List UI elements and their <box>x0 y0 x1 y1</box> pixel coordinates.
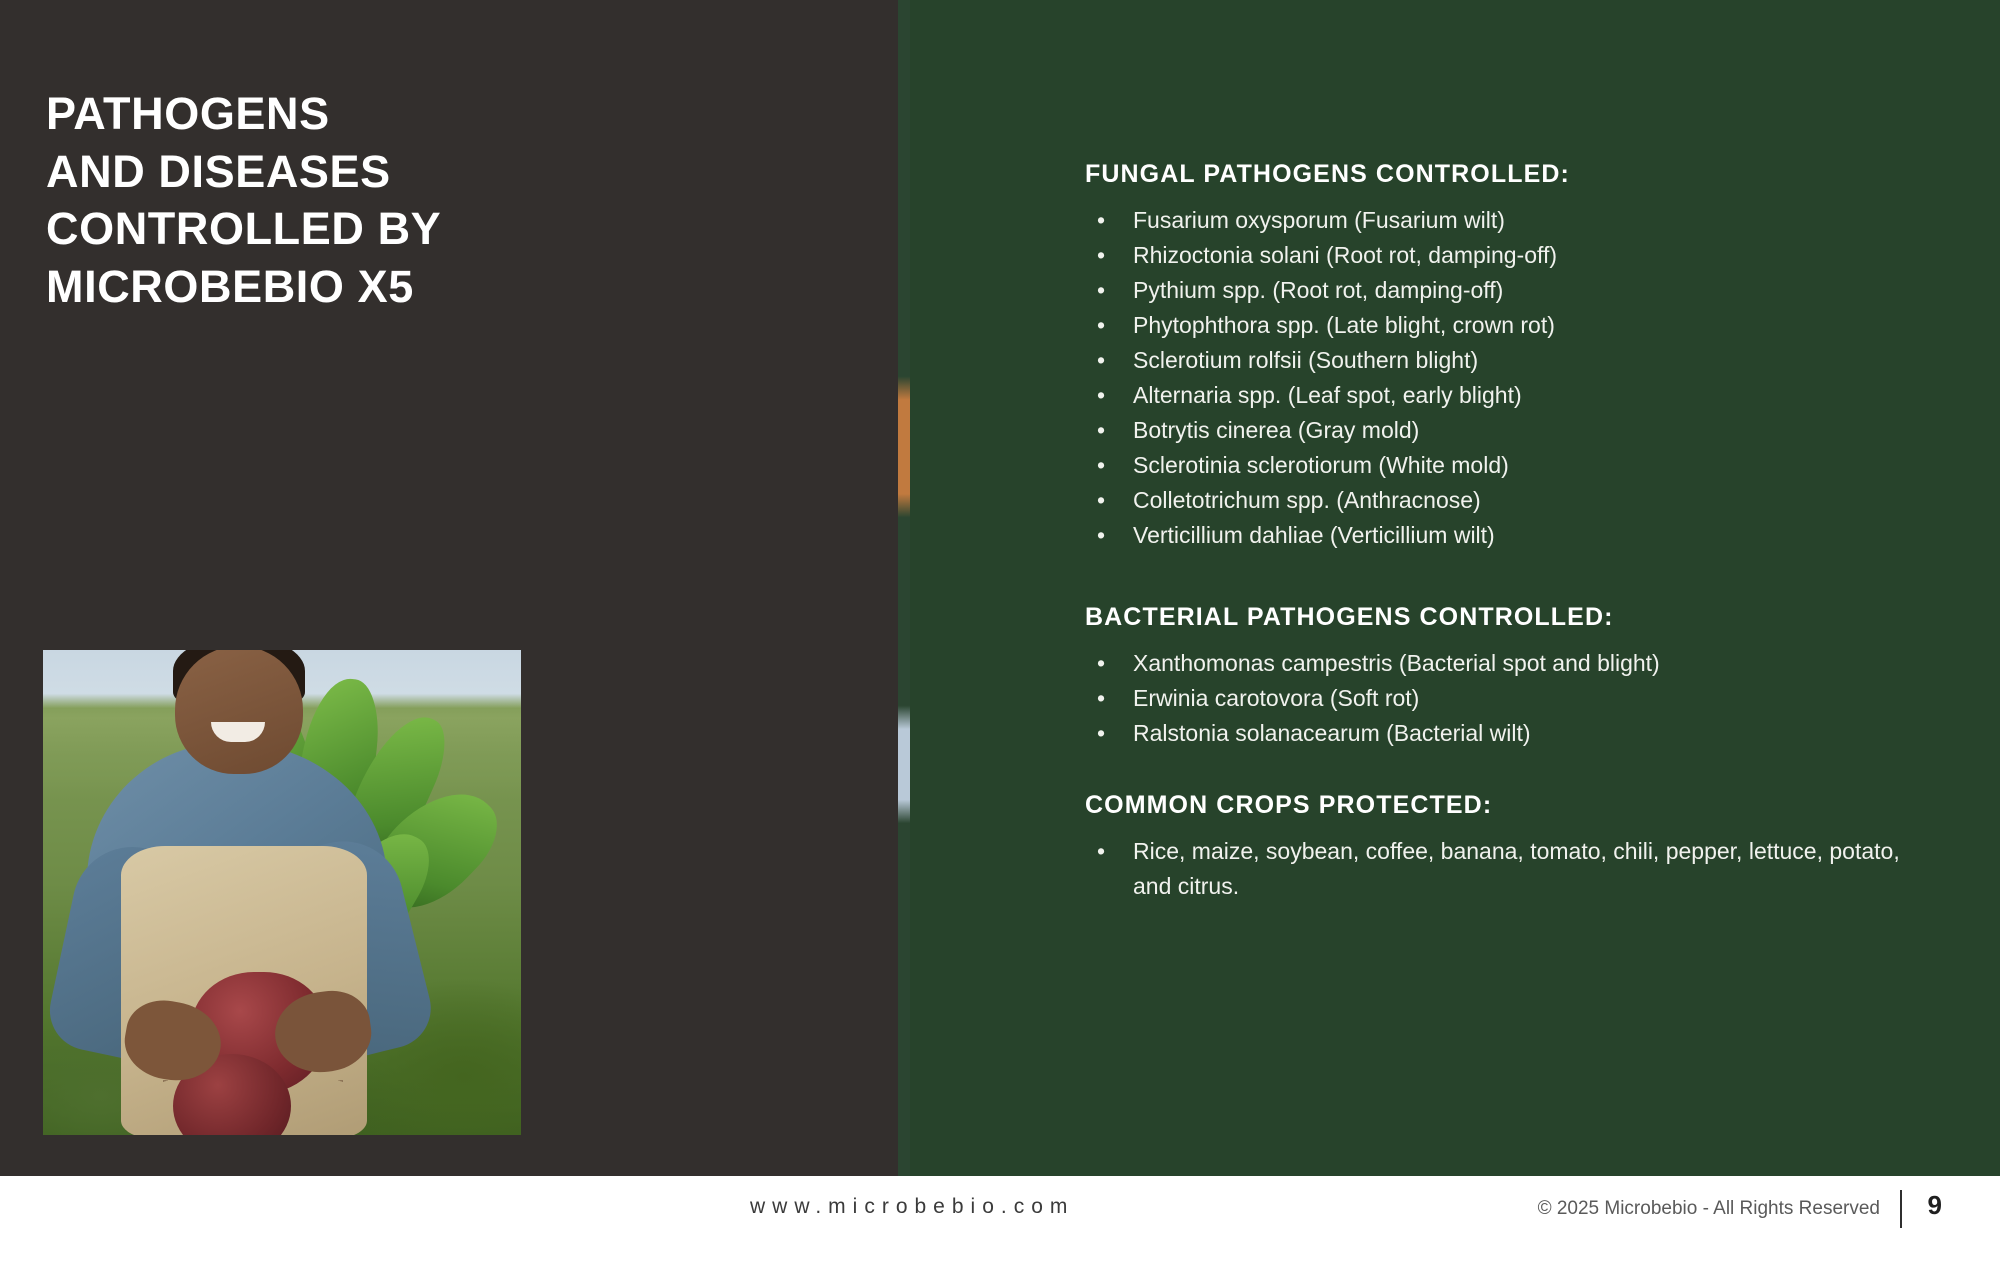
list-item <box>1085 378 1915 413</box>
crops-protected-list <box>1085 834 1915 904</box>
bullet-icon: • <box>1097 650 1106 676</box>
list-item-label: Ralstonia solanacearum (Bacterial wilt) <box>1133 720 1531 746</box>
list-item-label: Sclerotinia sclerotiorum (White mold) <box>1133 452 1509 478</box>
bacterial-pathogen-list <box>1085 646 1915 751</box>
list-item-label: Colletotrichum spp. (Anthracnose) <box>1133 487 1481 513</box>
bullet-icon: • <box>1097 487 1106 513</box>
list-item-label: Pythium spp. (Root rot, damping-off) <box>1133 277 1504 303</box>
list-item-label: Alternaria spp. (Leaf spot, early blight) <box>1133 382 1522 408</box>
list-item <box>1085 343 1915 378</box>
list-item <box>1085 646 1915 681</box>
title-line-4: MICROBEBIO X5 <box>46 260 414 312</box>
list-item <box>1085 308 1915 343</box>
list-item <box>1085 716 1915 751</box>
list-item-label: Verticillium dahliae (Verticillium wilt) <box>1133 522 1495 548</box>
bullet-icon: • <box>1097 417 1106 443</box>
list-item <box>1085 238 1915 273</box>
section-heading-fungal: FUNGAL PATHOGENS CONTROLLED: <box>1085 160 1570 188</box>
bullet-icon: • <box>1097 685 1106 711</box>
section-gap <box>1085 751 1915 791</box>
list-item-label: Sclerotium rolfsii (Southern blight) <box>1133 347 1479 373</box>
fungal-pathogen-list <box>1085 203 1915 553</box>
list-item <box>1085 413 1915 448</box>
section-heading-crops: COMMON CROPS PROTECTED: <box>1085 791 1493 819</box>
list-item-label: Botrytis cinerea (Gray mold) <box>1133 417 1420 443</box>
farmer-photo <box>43 650 521 1135</box>
farmer-head <box>175 650 303 774</box>
list-item <box>1085 448 1915 483</box>
list-item <box>1085 518 1915 553</box>
beet-roots <box>163 1080 343 1135</box>
list-item-label: Rhizoctonia solani (Root rot, damping-off) <box>1133 242 1558 268</box>
section-gap <box>1085 553 1915 603</box>
list-item <box>1085 834 1915 904</box>
bullet-icon: • <box>1097 838 1106 864</box>
title-line-2: AND DISEASES <box>46 145 391 197</box>
footer-copyright: © 2025 Microbebio - All Rights Reserved <box>1537 1198 1880 1219</box>
list-item-label: Rice, maize, soybean, coffee, banana, tomato, chili, pepper, lettuce, potato, and citrus. <box>1133 838 1900 899</box>
bullet-icon: • <box>1097 312 1106 338</box>
list-item <box>1085 483 1915 518</box>
title-line-1: PATHOGENS <box>46 88 330 139</box>
photo-background <box>43 650 521 1135</box>
accent-strip <box>898 0 910 1176</box>
bullet-icon: • <box>1097 347 1106 373</box>
bullet-icon: • <box>1097 242 1106 268</box>
list-item-label: Xanthomonas campestris (Bacterial spot and blight) <box>1133 650 1660 676</box>
bullet-icon: • <box>1097 452 1106 478</box>
list-item <box>1085 203 1915 238</box>
list-item <box>1085 273 1915 308</box>
list-item <box>1085 681 1915 716</box>
title-line-3: CONTROLLED BY <box>46 203 442 255</box>
footer <box>0 1176 2000 1273</box>
content-column <box>1085 160 1915 904</box>
bullet-icon: • <box>1097 382 1106 408</box>
left-panel <box>0 0 898 1176</box>
bullet-icon: • <box>1097 207 1106 233</box>
section-heading-bacterial: BACTERIAL PATHOGENS CONTROLLED: <box>1085 603 1614 631</box>
bullet-icon: • <box>1097 522 1106 548</box>
list-item-label: Fusarium oxysporum (Fusarium wilt) <box>1133 207 1505 233</box>
bullet-icon: • <box>1097 277 1106 303</box>
footer-divider <box>1900 1190 1902 1228</box>
page-number: 9 <box>1927 1190 1942 1220</box>
list-item-label: Phytophthora spp. (Late blight, crown rot) <box>1133 312 1555 338</box>
bullet-icon: • <box>1097 720 1106 746</box>
list-item-label: Erwinia carotovora (Soft rot) <box>1133 685 1420 711</box>
footer-website-url[interactable]: www.microbebio.com <box>750 1195 1075 1218</box>
page-title <box>46 85 856 315</box>
